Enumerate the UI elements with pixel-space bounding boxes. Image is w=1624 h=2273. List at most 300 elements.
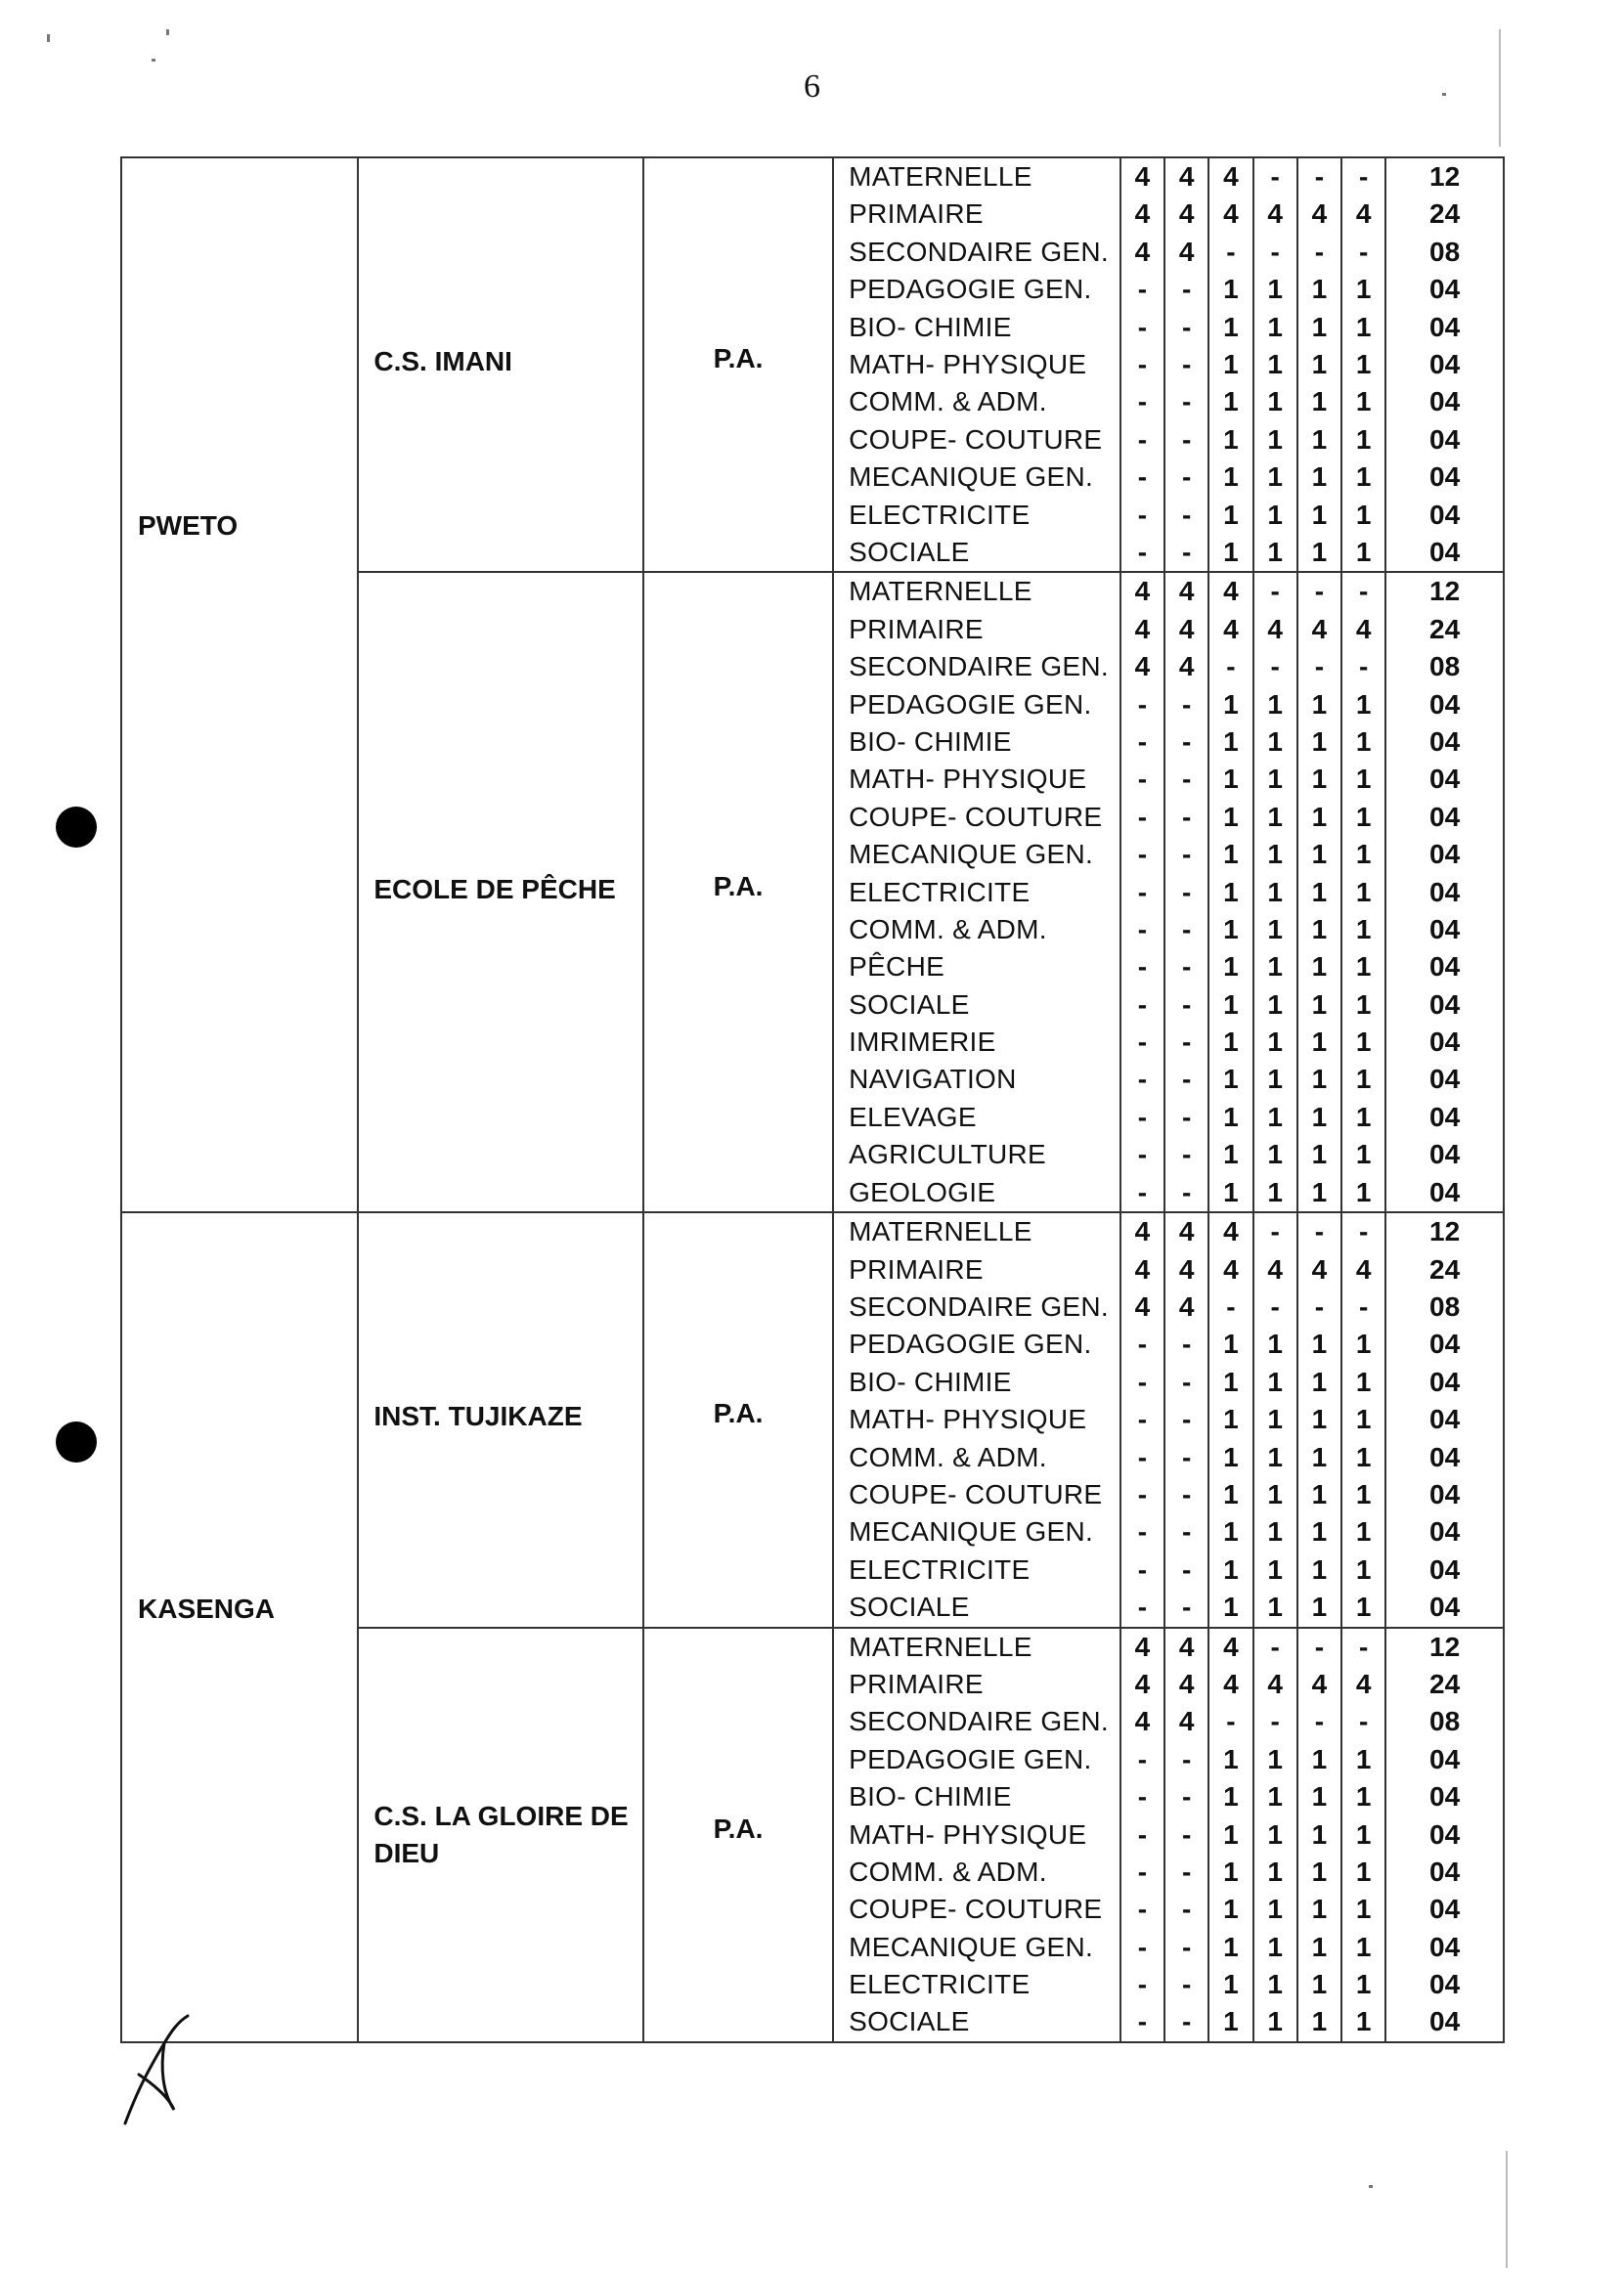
class-count: - [1181,461,1192,493]
class-count: - [1270,1706,1280,1737]
option-name: ELECTRICITE [849,1969,1031,2000]
class-count: - [1181,1553,1192,1585]
class-count: - [1181,764,1192,795]
class-count: - [1137,764,1148,795]
class-count: 1 [1311,988,1328,1020]
class-count: 1 [1311,311,1328,342]
class-count: 1 [1267,499,1283,530]
row-total: 24 [1429,613,1461,644]
class-count: - [1181,876,1192,907]
class-count: 1 [1267,348,1283,379]
class-count: 1 [1267,1101,1283,1132]
class-count: - [1358,576,1369,607]
row-total: 04 [1429,1101,1461,1132]
class-count: 1 [1223,1027,1239,1058]
class-count: 4 [1134,1290,1151,1322]
region-name: PWETO [138,510,239,542]
class-count: 1 [1267,1176,1283,1207]
option-name: COUPE- COUTURE [849,1894,1103,1925]
class-count: 4 [1178,1253,1195,1285]
class-count: 1 [1267,1553,1283,1585]
option-name: BIO- CHIMIE [849,311,1012,342]
class-count: 1 [1223,1781,1239,1813]
class-count-column [1120,1212,1164,1627]
class-count-column [1253,572,1297,1212]
school-name-cell [358,1628,643,2042]
row-total: 24 [1429,1668,1461,1699]
class-count-column [1253,1628,1297,2042]
class-count: - [1181,1441,1192,1472]
class-count: 1 [1355,1064,1372,1095]
class-count: 1 [1355,801,1372,832]
row-total: 04 [1429,274,1461,305]
class-count: 1 [1311,951,1328,983]
class-count: - [1137,1743,1148,1774]
class-count: 1 [1355,274,1372,305]
option-name: GEOLOGIE [849,1176,996,1207]
class-count: - [1181,913,1192,944]
class-count: 1 [1267,1329,1283,1360]
class-count: - [1181,1176,1192,1207]
class-count: - [1137,1818,1148,1850]
row-total: 04 [1429,1931,1461,1962]
class-count: - [1137,499,1148,530]
row-total: 04 [1429,951,1461,983]
class-count: - [1137,386,1148,417]
row-total: 24 [1429,198,1461,230]
row-total: 04 [1429,1139,1461,1170]
row-total: 04 [1429,1027,1461,1058]
class-count: - [1314,651,1325,682]
class-count: 1 [1267,386,1283,417]
option-name: SECONDAIRE GEN. [849,1290,1109,1322]
class-count-column [1164,1212,1208,1627]
class-count-column [1297,157,1341,572]
class-count: - [1137,536,1148,567]
option-name: MATERNELLE [849,1216,1032,1247]
class-count: 4 [1134,161,1151,192]
class-count: 1 [1355,1781,1372,1813]
class-count: 1 [1267,688,1283,720]
class-count: 1 [1267,1931,1283,1962]
class-count: 4 [1267,1668,1283,1699]
class-count: 1 [1267,725,1283,757]
class-count: - [1137,274,1148,305]
class-count: - [1226,236,1236,267]
class-count: 1 [1355,1478,1372,1509]
class-count: - [1181,1969,1192,2000]
class-count-column [1208,1628,1252,2042]
class-count: - [1314,576,1325,607]
class-count: - [1137,1781,1148,1813]
class-count: 4 [1134,1253,1151,1285]
class-count: 1 [1311,274,1328,305]
scan-speck [1369,2185,1373,2188]
row-total: 04 [1429,536,1461,567]
option-name: MATH- PHYSIQUE [849,764,1087,795]
class-count: 1 [1267,311,1283,342]
class-count: - [1181,311,1192,342]
class-count: - [1137,876,1148,907]
school-name [373,1798,628,1872]
scan-speck [166,29,169,35]
class-count-column [1297,572,1341,1212]
class-count: 1 [1267,1592,1283,1623]
class-count: - [1314,1216,1325,1247]
class-count: 1 [1355,536,1372,567]
class-count-column [1253,1212,1297,1627]
class-count: 1 [1223,1969,1239,2000]
class-count-column [1341,157,1385,572]
class-count: 1 [1267,1478,1283,1509]
class-count: - [1181,1894,1192,1925]
class-count-column [1164,157,1208,572]
class-count: 4 [1134,1216,1151,1247]
class-count-column [1164,1628,1208,2042]
option-name: ELECTRICITE [849,876,1031,907]
school-type: P.A. [713,870,764,901]
class-count: 1 [1355,1894,1372,1925]
class-count: 1 [1355,1818,1372,1850]
option-name: SECONDAIRE GEN. [849,651,1109,682]
class-count: 1 [1223,1818,1239,1850]
class-count: 1 [1311,1101,1328,1132]
class-count: - [1137,461,1148,493]
class-count: 4 [1355,1253,1372,1285]
class-count: - [1181,1516,1192,1548]
class-count: - [1358,236,1369,267]
class-count: - [1181,951,1192,983]
row-total: 04 [1429,688,1461,720]
class-count: 1 [1355,1743,1372,1774]
class-count: 1 [1267,1894,1283,1925]
class-count: 1 [1223,1176,1239,1207]
total-column [1385,572,1504,1212]
class-count: - [1137,725,1148,757]
class-count: 4 [1178,1668,1195,1699]
class-count: - [1358,1631,1369,1662]
class-count: 4 [1223,576,1239,607]
class-count-column [1341,1628,1385,2042]
row-total: 04 [1429,311,1461,342]
class-count: 4 [1178,161,1195,192]
class-count: 4 [1267,198,1283,230]
class-count: 1 [1355,1366,1372,1397]
class-count: - [1137,839,1148,870]
option-name: SOCIALE [849,536,970,567]
class-count: 1 [1311,536,1328,567]
class-count: 1 [1311,1139,1328,1170]
class-count: 4 [1134,576,1151,607]
class-count: 1 [1223,876,1239,907]
class-count: 1 [1267,536,1283,567]
class-count: 4 [1223,198,1239,230]
option-name: MATH- PHYSIQUE [849,1818,1087,1850]
class-count: 1 [1223,1592,1239,1623]
class-count: - [1314,1631,1325,1662]
class-count: 1 [1311,876,1328,907]
option-name: MATH- PHYSIQUE [849,348,1087,379]
class-count-column [1208,572,1252,1212]
class-count: 1 [1223,1101,1239,1132]
class-count: 1 [1223,1441,1239,1472]
class-count: 1 [1223,913,1239,944]
class-count: 1 [1355,1592,1372,1623]
class-count: 1 [1267,1743,1283,1774]
class-count: - [1137,1516,1148,1548]
class-count: - [1137,311,1148,342]
class-count: 1 [1355,725,1372,757]
option-name: MECANIQUE GEN. [849,1931,1094,1962]
class-count: 1 [1223,839,1239,870]
class-count: 1 [1311,1478,1328,1509]
option-name: IMRIMERIE [849,1027,996,1058]
class-count: - [1137,1101,1148,1132]
option-name: COMM. & ADM. [849,386,1047,417]
option-name: MATH- PHYSIQUE [849,1404,1087,1435]
allocation-table [120,156,1505,2043]
class-count: 1 [1223,1743,1239,1774]
class-count: 1 [1267,1366,1283,1397]
class-count-column [1297,1628,1341,2042]
row-total: 04 [1429,913,1461,944]
class-count: 1 [1267,461,1283,493]
class-count: - [1181,1027,1192,1058]
class-count: 1 [1267,764,1283,795]
option-name: COUPE- COUTURE [849,801,1103,832]
class-count: 4 [1178,1631,1195,1662]
class-count: - [1137,801,1148,832]
class-count: 4 [1223,1668,1239,1699]
class-count: 4 [1355,613,1372,644]
row-total: 12 [1429,161,1461,192]
option-name: PRIMAIRE [849,1668,984,1699]
class-count: 1 [1223,688,1239,720]
options-cell [833,1212,1120,1627]
scan-speck [152,59,155,62]
school-name-line: C.S. LA GLOIRE DE [373,1800,629,1831]
row-total: 04 [1429,1176,1461,1207]
class-count: 1 [1355,1931,1372,1962]
class-count: - [1181,1101,1192,1132]
school-name-line: DIEU [373,1837,440,1868]
class-count: 1 [1267,1516,1283,1548]
options-cell [833,572,1120,1212]
class-count: 4 [1134,236,1151,267]
class-count: 1 [1223,1329,1239,1360]
class-count: 4 [1355,1668,1372,1699]
class-count: - [1137,1856,1148,1887]
row-total: 04 [1429,423,1461,455]
class-count: - [1358,1706,1369,1737]
class-count: 4 [1311,1253,1328,1285]
class-count: 1 [1311,913,1328,944]
class-count: - [1181,1931,1192,1962]
class-count: 1 [1355,1101,1372,1132]
class-count: 1 [1267,913,1283,944]
class-count: 1 [1355,1027,1372,1058]
option-name: SOCIALE [849,1592,970,1623]
school-type-cell [643,157,833,572]
class-count: - [1181,1064,1192,1095]
class-count: - [1137,1931,1148,1962]
school-name-cell [358,157,643,572]
row-total: 04 [1429,1856,1461,1887]
class-count: 4 [1178,236,1195,267]
class-count: 4 [1178,613,1195,644]
class-count: - [1137,1553,1148,1585]
option-name: PRIMAIRE [849,613,984,644]
class-count: - [1181,839,1192,870]
class-count: 4 [1223,613,1239,644]
school-name: ECOLE DE PÊCHE [373,873,616,904]
option-name: PEDAGOGIE GEN. [849,688,1092,720]
option-name: MECANIQUE GEN. [849,1516,1094,1548]
class-count: 4 [1311,613,1328,644]
class-count: 1 [1311,461,1328,493]
class-count: 1 [1311,1064,1328,1095]
class-count: 4 [1223,1216,1239,1247]
class-count: 1 [1311,1856,1328,1887]
row-total: 04 [1429,1743,1461,1774]
class-count: 1 [1223,1894,1239,1925]
class-count: - [1270,651,1280,682]
row-total: 04 [1429,1404,1461,1435]
class-count: 1 [1355,764,1372,795]
class-count: 1 [1267,988,1283,1020]
class-count-column [1120,1628,1164,2042]
school-type: P.A. [713,1398,764,1429]
region-cell [121,1212,358,2042]
class-count: 1 [1311,386,1328,417]
class-count: 1 [1223,348,1239,379]
row-total: 04 [1429,839,1461,870]
class-count: 4 [1355,198,1372,230]
class-count: 1 [1311,1894,1328,1925]
option-name: PÊCHE [849,951,945,983]
class-count: - [1314,161,1325,192]
school-type-cell [643,572,833,1212]
scan-speck [1506,2151,1508,2268]
class-count: - [1137,688,1148,720]
row-total: 04 [1429,1818,1461,1850]
row-total: 04 [1429,1592,1461,1623]
school-type: P.A. [713,1813,764,1844]
class-count: 1 [1267,1441,1283,1472]
row-total: 04 [1429,1064,1461,1095]
class-count-column [1341,572,1385,1212]
row-total: 12 [1429,1631,1461,1662]
class-count: - [1226,1290,1236,1322]
class-count-column [1341,1212,1385,1627]
class-count: 1 [1267,1969,1283,2000]
school-type-cell [643,1628,833,2042]
class-count: 1 [1311,1818,1328,1850]
option-name: PRIMAIRE [849,1253,984,1285]
class-count: 1 [1311,1441,1328,1472]
option-name: MECANIQUE GEN. [849,461,1094,493]
class-count: 1 [1223,1366,1239,1397]
class-count: 1 [1311,1969,1328,2000]
class-count: - [1181,423,1192,455]
class-count: 1 [1311,1781,1328,1813]
class-count: 1 [1355,386,1372,417]
class-count-column [1253,157,1297,572]
class-count: - [1181,1404,1192,1435]
class-count: 1 [1267,876,1283,907]
class-count: 1 [1223,1931,1239,1962]
class-count: - [1137,951,1148,983]
class-count: 1 [1311,423,1328,455]
class-count: - [1137,1404,1148,1435]
class-count: 1 [1223,764,1239,795]
row-total: 08 [1429,1290,1461,1322]
class-count: 1 [1223,536,1239,567]
class-count: - [1181,1781,1192,1813]
total-column [1385,1212,1504,1627]
punch-hole-mark [56,1421,97,1463]
school-type: P.A. [713,343,764,374]
class-count: - [1137,1027,1148,1058]
class-count: 4 [1178,1216,1195,1247]
class-count: - [1181,1478,1192,1509]
class-count: - [1270,236,1280,267]
class-count: - [1181,1139,1192,1170]
class-count: 4 [1267,1253,1283,1285]
option-name: PEDAGOGIE GEN. [849,1743,1092,1774]
class-count: 1 [1355,2006,1372,2037]
option-name: SECONDAIRE GEN. [849,1706,1109,1737]
row-total: 24 [1429,1253,1461,1285]
school-name-cell [358,572,643,1212]
class-count: 1 [1355,1516,1372,1548]
class-count: - [1181,499,1192,530]
class-count: 4 [1267,613,1283,644]
class-count: 4 [1134,198,1151,230]
class-count: - [1137,348,1148,379]
class-count: - [1137,423,1148,455]
class-count: 1 [1223,311,1239,342]
class-count-column [1164,572,1208,1212]
class-count: - [1314,1290,1325,1322]
option-name: SECONDAIRE GEN. [849,236,1109,267]
class-count: 1 [1311,1931,1328,1962]
class-count: 4 [1134,613,1151,644]
class-count: - [1270,161,1280,192]
class-count: 1 [1311,1592,1328,1623]
school-name: INST. TUJIKAZE [373,1401,583,1432]
scan-speck [47,34,50,42]
class-count: - [1137,1139,1148,1170]
class-count: 1 [1267,1027,1283,1058]
class-count: 1 [1311,1553,1328,1585]
class-count: - [1270,1216,1280,1247]
class-count-column [1208,157,1252,572]
class-count: - [1137,1894,1148,1925]
options-cell [833,157,1120,572]
option-name: COMM. & ADM. [849,1856,1047,1887]
class-count: 1 [1267,1064,1283,1095]
class-count: 1 [1223,423,1239,455]
row-total: 04 [1429,1969,1461,2000]
row-total: 04 [1429,1478,1461,1509]
class-count: 1 [1355,1176,1372,1207]
class-count: 1 [1223,386,1239,417]
class-count: 1 [1355,499,1372,530]
class-count: - [1137,1441,1148,1472]
option-name: NAVIGATION [849,1064,1017,1095]
punch-hole-mark [56,807,97,848]
